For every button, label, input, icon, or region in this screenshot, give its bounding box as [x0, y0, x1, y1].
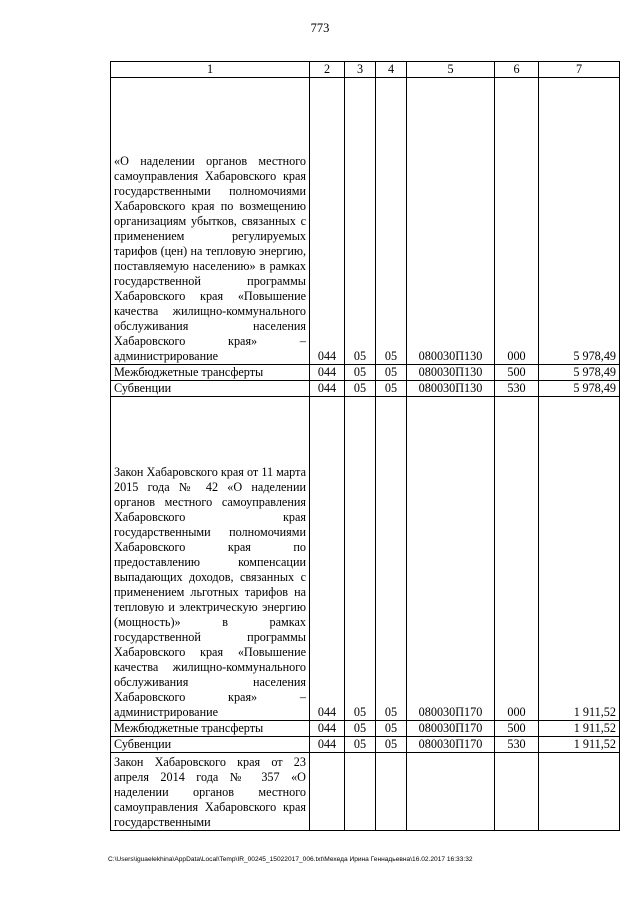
subsection-cell: 05: [376, 78, 407, 365]
admin-code-cell: 044: [310, 78, 345, 365]
section-cell: 05: [345, 397, 376, 721]
admin-code-cell: 044: [310, 737, 345, 753]
target-article-cell: 080030П130: [407, 365, 495, 381]
amount-cell: 1 911,52: [539, 737, 620, 753]
section-cell: 05: [345, 78, 376, 365]
table-row: [111, 721, 620, 737]
expense-type-cell: 500: [495, 365, 539, 381]
target-article-cell: 080030П170: [407, 721, 495, 737]
table-row: [111, 753, 620, 831]
expense-type-cell: 500: [495, 721, 539, 737]
column-header: 2: [310, 62, 345, 78]
row-description: «О наделении органов местного самоуправления Хабаровского края государственными полномочиями Хабаровского края по возмещению организациям убытков, связанных с применением регулируемых тарифов (цен) на тепловую энергию, поставляемую населению» в рамках государственной программы Хабаровского края «Повышение качества жилищно-коммунального обслуживания населения Хабаровского края» – администрирование: [111, 78, 310, 365]
row-description: Межбюджетные трансферты: [111, 365, 310, 381]
amount-cell: 5 978,49: [539, 78, 620, 365]
subsection-cell: 05: [376, 737, 407, 753]
column-header: 5: [407, 62, 495, 78]
table-header-row: [111, 62, 620, 78]
section-cell: 05: [345, 365, 376, 381]
subsection-cell: 05: [376, 381, 407, 397]
target-article-cell: 080030П170: [407, 397, 495, 721]
column-header: 4: [376, 62, 407, 78]
file-path-footer: C:\Users\iguaelekhina\AppData\Local\Temp\IR_00245_15022017_006.txt\Мехеда Ирина Геннадьевна\16.02.2017 16:33:32: [108, 856, 473, 863]
target-article-cell: [407, 753, 495, 831]
row-description: Закон Хабаровского края от 23 апреля 2014 года № 357 «О наделении органов местного самоуправления Хабаровского края государственными: [111, 753, 310, 831]
amount-cell: 5 978,49: [539, 365, 620, 381]
expense-type-cell: 000: [495, 397, 539, 721]
row-description: Субвенции: [111, 737, 310, 753]
amount-cell: [539, 753, 620, 831]
section-cell: 05: [345, 381, 376, 397]
table-row: [111, 78, 620, 365]
section-cell: 05: [345, 737, 376, 753]
row-description: Субвенции: [111, 381, 310, 397]
admin-code-cell: 044: [310, 397, 345, 721]
row-description: Межбюджетные трансферты: [111, 721, 310, 737]
admin-code-cell: 044: [310, 721, 345, 737]
table-row: [111, 365, 620, 381]
expense-type-cell: 530: [495, 737, 539, 753]
subsection-cell: 05: [376, 365, 407, 381]
section-cell: 05: [345, 721, 376, 737]
subsection-cell: 05: [376, 397, 407, 721]
amount-cell: 1 911,52: [539, 397, 620, 721]
target-article-cell: 080030П130: [407, 78, 495, 365]
subsection-cell: [376, 753, 407, 831]
table-row: [111, 397, 620, 721]
page-number: 773: [310, 21, 330, 35]
section-cell: [345, 753, 376, 831]
admin-code-cell: [310, 753, 345, 831]
budget-table: [110, 61, 620, 831]
expense-type-cell: [495, 753, 539, 831]
subsection-cell: 05: [376, 721, 407, 737]
amount-cell: 1 911,52: [539, 721, 620, 737]
expense-type-cell: 000: [495, 78, 539, 365]
admin-code-cell: 044: [310, 365, 345, 381]
table-row: [111, 381, 620, 397]
column-header: 1: [111, 62, 310, 78]
expense-type-cell: 530: [495, 381, 539, 397]
target-article-cell: 080030П130: [407, 381, 495, 397]
target-article-cell: 080030П170: [407, 737, 495, 753]
admin-code-cell: 044: [310, 381, 345, 397]
column-header: 6: [495, 62, 539, 78]
column-header: 3: [345, 62, 376, 78]
table-row: [111, 737, 620, 753]
amount-cell: 5 978,49: [539, 381, 620, 397]
column-header: 7: [539, 62, 620, 78]
row-description: Закон Хабаровского края от 11 марта 2015 года № 42 «О наделении органов местного самоуправления Хабаровского края государственными полномочиями Хабаровского края по предоставлению компенсации выпадающих доходов, связанных с применением льготных тарифов на тепловую и электрическую энергию (мощность)» в рамках государственной программы Хабаровского края «Повышение качества жилищно-коммунального обслуживания населения Хабаровского края» – администрирование: [111, 397, 310, 721]
